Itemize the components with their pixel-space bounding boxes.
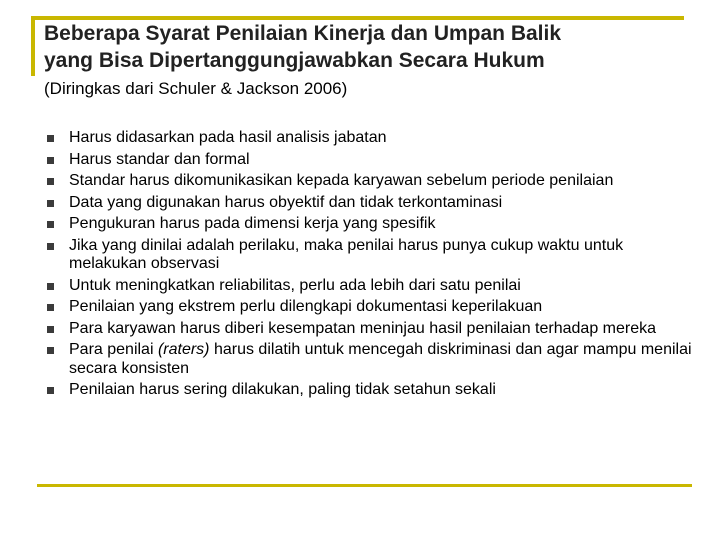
list-item <box>44 277 694 296</box>
list-item-text: Pengukuran harus pada dimensi kerja yang spesifik <box>69 215 436 232</box>
square-bullet-icon <box>47 157 54 164</box>
list-item-text: Penilaian yang ekstrem perlu dilengkapi dokumentasi keperilakuan <box>69 298 543 315</box>
square-bullet-icon <box>47 304 54 311</box>
list-item <box>44 320 694 339</box>
list-item-text: Harus didasarkan pada hasil analisis jabatan <box>69 129 387 146</box>
list-item <box>44 298 694 317</box>
list-item-text-continued: harus dilatih untuk mencegah diskriminasi dan agar mampu menilai secara konsisten <box>69 341 692 377</box>
list-item <box>44 151 694 170</box>
list-item <box>44 194 694 213</box>
slide-title-line-1: Beberapa Syarat Penilaian Kinerja dan Umpan Balik <box>44 22 562 45</box>
accent-frame-bottom <box>37 484 692 487</box>
list-item-text: Untuk meningkatkan reliabilitas, perlu ada lebih dari satu penilai <box>69 276 521 294</box>
slide-subtitle: (Diringkas dari Schuler & Jackson 2006) <box>44 79 348 98</box>
list-item <box>44 129 694 148</box>
square-bullet-icon <box>47 135 54 142</box>
square-bullet-icon <box>47 347 54 354</box>
list-item <box>44 215 694 234</box>
list-item <box>44 381 694 400</box>
square-bullet-icon <box>47 178 54 185</box>
list-item-text: Jika yang dinilai adalah perilaku, maka penilai harus punya cukup waktu untuk melakukan observasi <box>69 236 624 272</box>
square-bullet-icon <box>47 221 54 228</box>
square-bullet-icon <box>47 326 54 333</box>
list-item <box>44 237 694 274</box>
square-bullet-icon <box>47 243 54 250</box>
square-bullet-icon <box>47 387 54 394</box>
list-item <box>44 172 694 191</box>
list-item-text: Penilaian harus sering dilakukan, paling tidak setahun sekali <box>69 381 496 398</box>
slide-title <box>44 20 684 74</box>
list-item-text: Standar harus dikomunikasikan kepada karyawan sebelum periode penilaian <box>69 172 614 189</box>
list-item-text: Para penilai <box>69 341 158 358</box>
list-item-text: Harus standar dan formal <box>69 150 250 168</box>
square-bullet-icon <box>47 283 54 290</box>
list-item <box>44 341 694 378</box>
list-item-italic-term: (raters) <box>157 341 210 358</box>
accent-frame-left <box>31 16 35 76</box>
slide-title-line-2: yang Bisa Dipertanggungjawabkan Secara Hukum <box>44 49 545 72</box>
square-bullet-icon <box>47 200 54 207</box>
list-item-text: Data yang digunakan harus obyektif dan tidak terkontaminasi <box>69 193 503 211</box>
bullet-list <box>44 129 694 403</box>
list-item-text: Para karyawan harus diberi kesempatan meninjau hasil penilaian terhadap mereka <box>69 319 657 337</box>
